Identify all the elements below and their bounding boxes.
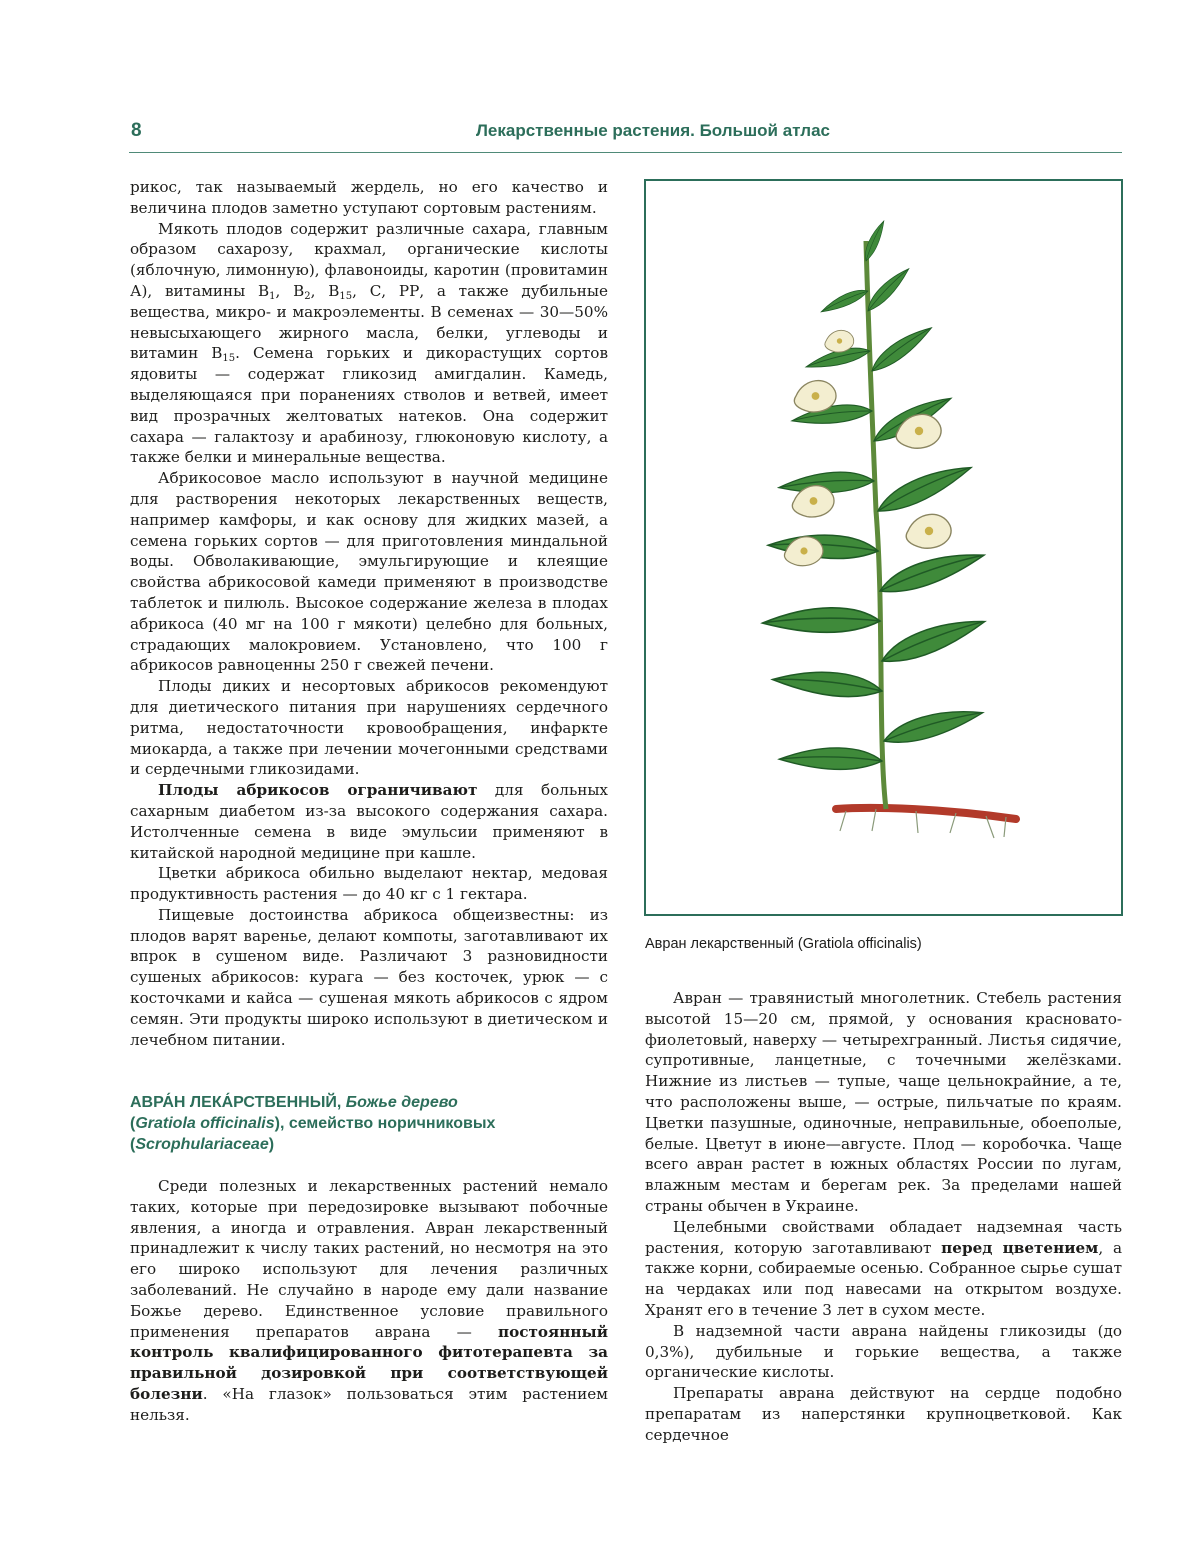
paragraph: Плоды диких и несортовых абрикосов рекомендуют для диетического питания при нарушениях сердечного ритма, недостаточности кровообращения, инфаркте миокарда, а также при лечении мочегонными средствами и сердечными гликозидами. [130,677,608,779]
paragraph: Авран — травянистый многолетник. Стебель растения высотой 15—20 см, прямой, у основания красновато-фиолетовый, наверху — четырехгранный. Листья сидячие, супротивные, ланцетные, с точечными желёзками. Нижние из листьев — тупые, чаще цельнокрайние, а те, что расположены выше, — острые, пильчатые по краям. Цветки пазушные, одиночные, неправильные, обоеполые, белые. Цветут в июне—августе. Плод — коробочка. Чаще всего авран растет в южных областях России по лугам, влажным местам и берегам рек. За пределами нашей страны обычен в Украине. [645,989,1122,1215]
plant-illustration [646,181,1121,914]
paragraph: рикос, так называемый жердель, но его качество и величина плодов заметно уступают сортовым растениям. [130,178,608,217]
paragraph: В надземной части аврана найдены гликозиды (до 0,3%), дубильные и горькие вещества, а также органические кислоты. [645,1321,1122,1382]
section-heading: АВРА́Н ЛЕКА́РСТВЕННЫЙ, Божье дерево (Gratiola officinalis), семейство норичниковых (Scrophulariaceae) [130,1094,496,1153]
running-header-title: Лекарственные растения. Большой атлас [475,121,830,140]
paragraph: Мякоть плодов содержит различные сахара, главным образом сахарозу, крахмал, органические кислоты (яблочную, лимонную), флавоноиды, каротин (провитамин А), витамины $B_1$, $B_2$, $B_{15}$, С, РР, а также дубильные вещества, микро- и макроэлементы. В семенах — 30—50% невысыхающего жирного масла, белки, углеводы и витамин $B_{15}$. Семена горьких и дикорастущих сортов ядовиты — содержат гликозид амигдалин. Камедь, выделяющаяся при поранениях стволов и ветвей, имеет вид прозрачных желтоватых натеков. Она содержит сахара — галактозу и арабинозу, глюконовую кислоту, а также белки и минеральные вещества. [130,219,608,467]
page-number: 8 [131,120,142,141]
paragraph: Пищевые достоинства абрикоса общеизвестны: из плодов варят варенье, делают компоты, заготавливают их впрок в сушеном виде. Различают 3 разновидности сушеных абрикосов: курага — без косточек, урюк — с косточками и кайса — сушеная мякоть абрикосов с ядром семян. Эти продукты широко используют в диетическом и лечебном питании. [130,905,608,1049]
plant-illustration-frame [644,179,1123,916]
left-lower-text [130,1176,608,1426]
paragraph: Плоды абрикосов ограничивают для больных сахарным диабетом из-за высокого содержания сахара. Истолченные семена в виде эмульсии применяют в китайской народной медицине при кашле. [130,781,608,862]
left-column-text [130,177,608,1050]
right-column-text [645,988,1122,1446]
paragraph: Абрикосовое масло используют в научной медицине для растворения некоторых лекарственных веществ, например камфоры, и как основу для жидких мазей, а семена горьких сортов — для приготовления миндальной воды. Обволакивающие, эмульгирующие и клеящие свойства абрикосовой камеди применяют в производстве таблеток и пилюль. Высокое содержание железа в плодах абрикоса (40 мг на 100 г мякоти) целебно для больных, страдающих малокровием. Установлено, что 100 г абрикосов равноценны 250 г свежей печени. [130,469,608,675]
paragraph: Препараты аврана действуют на сердце подобно препаратам из наперстянки крупноцветковой. Как сердечное [645,1384,1122,1444]
header-rule [129,152,1122,153]
paragraph: Целебными свойствами обладает надземная часть растения, которую заготавливают перед цветением, а также корни, собираемые осенью. Собранное сырье сушат на чердаках или под навесами на открытом воздухе. Хранят его в течение 3 лет в сухом месте. [645,1217,1123,1319]
paragraph: Цветки абрикоса обильно выделают нектар, медовая продуктивность растения — до 40 кг с 1 гектара. [130,864,608,904]
figure-caption: Авран лекарственный (Gratiola officinalis) [645,936,922,952]
paragraph: Среди полезных и лекарственных растений немало таких, которые при передозировке вызывают побочные явления, а иногда и отравления. Авран лекарственный принадлежит к числу таких растений, но несмотря на это его широко используют для лечения различных заболеваний. Не случайно в народе ему дали название Божье дерево. Единственное условие правильного применения препаратов аврана — постоянный контроль квалифицированного фитотерапевта за правильной дозировкой при соответствующей болезни. «На глазок» пользоваться этим растением нельзя. [130,1177,608,1424]
